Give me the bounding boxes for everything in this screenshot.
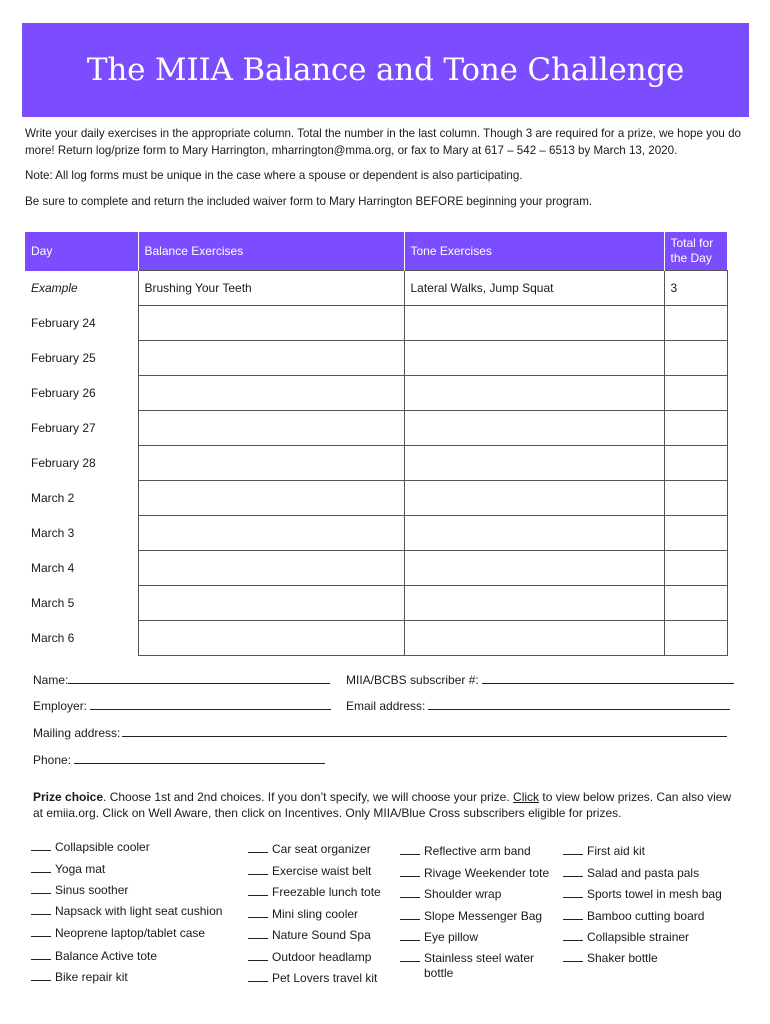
balance-cell[interactable]	[138, 621, 404, 656]
prize-item[interactable]: Collapsible strainer	[563, 930, 689, 945]
mailing-row	[33, 725, 727, 740]
total-cell[interactable]	[664, 411, 727, 446]
phone-row	[33, 752, 325, 767]
balance-cell[interactable]	[138, 586, 404, 621]
page-title: The MIIA Balance and Tone Challenge	[86, 52, 685, 88]
row-day: February 28	[31, 456, 96, 470]
table-row	[25, 306, 727, 341]
example-row	[25, 271, 727, 306]
prize-item[interactable]: Balance Active tote	[31, 949, 157, 964]
exercise-log-table	[25, 232, 728, 656]
employer-field[interactable]	[90, 698, 331, 710]
row-day: March 6	[31, 631, 75, 645]
balance-cell[interactable]	[138, 411, 404, 446]
row-day: March 4	[31, 561, 75, 575]
prize-item[interactable]: Bamboo cutting board	[563, 909, 704, 924]
balance-cell[interactable]	[138, 516, 404, 551]
example-balance: Brushing Your Teeth	[138, 271, 404, 306]
name-label: Name:	[33, 673, 69, 687]
table-row	[25, 481, 727, 516]
tone-cell[interactable]	[404, 306, 664, 341]
note-paragraph: Note: All log forms must be unique in the case where a spouse or dependent is also participating.	[25, 169, 523, 182]
row-day: March 5	[31, 596, 75, 610]
employer-row	[33, 698, 331, 713]
employer-label: Employer:	[33, 699, 88, 713]
email-label: Email address:	[346, 699, 426, 713]
total-cell[interactable]	[664, 341, 727, 376]
table-row	[25, 446, 727, 481]
tone-cell[interactable]	[404, 586, 664, 621]
tone-cell[interactable]	[404, 411, 664, 446]
prize-item[interactable]: Yoga mat	[31, 862, 105, 877]
prize-item[interactable]: Nature Sound Spa	[248, 928, 371, 943]
prize-text-1: . Choose 1st and 2nd choices. If you don’t specify, we will choose your prize.	[103, 790, 514, 804]
table-row	[25, 411, 727, 446]
balance-cell[interactable]	[138, 481, 404, 516]
table-row	[25, 516, 727, 551]
prize-instructions	[33, 789, 733, 821]
row-day: March 3	[31, 526, 75, 540]
instructions	[25, 126, 750, 219]
prize-text-2: to view below prizes. Can also view at emiia.org. Click on Well Aware, then click on Incentives. Only MIIA/Blue Cross subscribers eligible for prizes.	[33, 790, 732, 820]
balance-cell[interactable]	[138, 376, 404, 411]
prize-item[interactable]: Napsack with light seat cushion	[31, 904, 222, 919]
prize-item[interactable]: Stainless steel water	[400, 951, 534, 966]
prize-item[interactable]: Collapsible cooler	[31, 840, 150, 855]
mailing-label: Mailing address:	[33, 726, 121, 740]
phone-label: Phone:	[33, 753, 72, 767]
example-tone: Lateral Walks, Jump Squat	[404, 271, 664, 306]
header-total: Total for the Day	[664, 232, 727, 271]
table-row	[25, 621, 727, 656]
balance-cell[interactable]	[138, 306, 404, 341]
total-cell[interactable]	[664, 446, 727, 481]
row-day: February 26	[31, 386, 96, 400]
example-day: Example	[31, 281, 78, 295]
prize-item[interactable]: Slope Messenger Bag	[400, 909, 542, 924]
row-day: March 2	[31, 491, 75, 505]
subscriber-row	[346, 672, 734, 687]
prize-item[interactable]: First aid kit	[563, 844, 645, 859]
prize-item[interactable]: Sports towel in mesh bag	[563, 887, 722, 902]
row-day: February 24	[31, 316, 96, 330]
phone-field[interactable]	[74, 752, 325, 764]
tone-cell[interactable]	[404, 551, 664, 586]
title-banner	[22, 23, 749, 117]
click-link[interactable]: Click	[513, 790, 540, 804]
tone-cell[interactable]	[404, 621, 664, 656]
tone-cell[interactable]	[404, 341, 664, 376]
subscriber-field[interactable]	[482, 672, 734, 684]
table-row	[25, 551, 727, 586]
tone-cell[interactable]	[404, 481, 664, 516]
table-row	[25, 376, 727, 411]
prize-item[interactable]: Shoulder wrap	[400, 887, 501, 902]
prize-item[interactable]: Reflective arm band	[400, 844, 531, 859]
name-row	[33, 672, 330, 687]
prize-item[interactable]: Freezable lunch tote	[248, 885, 381, 900]
balance-cell[interactable]	[138, 446, 404, 481]
waiver-paragraph: Be sure to complete and return the included waiver form to Mary Harrington BEFORE beginning your program.	[25, 194, 593, 208]
name-field[interactable]	[68, 672, 330, 684]
tone-cell[interactable]	[404, 516, 664, 551]
email-row	[346, 698, 730, 713]
balance-cell[interactable]	[138, 551, 404, 586]
prize-item[interactable]: Mini sling cooler	[248, 907, 358, 922]
tone-cell[interactable]	[404, 446, 664, 481]
prize-item[interactable]: Rivage Weekender tote	[400, 866, 549, 881]
prize-item[interactable]: Exercise waist belt	[248, 864, 371, 879]
email-field[interactable]	[428, 698, 730, 710]
total-cell[interactable]	[664, 376, 727, 411]
header-tone: Tone Exercises	[404, 232, 664, 271]
total-cell[interactable]	[664, 621, 727, 656]
prize-item[interactable]: Car seat organizer	[248, 842, 371, 857]
total-cell[interactable]	[664, 516, 727, 551]
balance-cell[interactable]	[138, 341, 404, 376]
total-cell[interactable]	[664, 481, 727, 516]
total-cell[interactable]	[664, 306, 727, 341]
mailing-address-field[interactable]	[122, 725, 727, 737]
prize-item[interactable]: Bike repair kit	[31, 970, 128, 985]
instructions-paragraph: Write your daily exercises in the appropriate column. Total the number in the last column. Though 3 are required for a prize, we hope you do more! Return log/prize form to Mary Harrington, mharrington@mma.org, or fax to Mary at 617 – 542 – 6513 by March 13, 2020.	[25, 127, 741, 157]
tone-cell[interactable]	[404, 376, 664, 411]
total-cell[interactable]	[664, 551, 727, 586]
prize-item[interactable]: Eye pillow	[400, 930, 478, 945]
row-day: February 27	[31, 421, 96, 435]
header-day: Day	[25, 232, 138, 271]
prize-item[interactable]: Neoprene laptop/tablet case	[31, 926, 205, 941]
row-day: February 25	[31, 351, 96, 365]
prize-item[interactable]: Shaker bottle	[563, 951, 658, 966]
prize-item[interactable]: Salad and pasta pals	[563, 866, 699, 881]
prize-item[interactable]: Outdoor headlamp	[248, 950, 371, 965]
prize-item-continued: bottle	[424, 966, 454, 980]
total-cell[interactable]	[664, 586, 727, 621]
prize-item[interactable]: Sinus soother	[31, 883, 128, 898]
prize-item[interactable]: Pet Lovers travel kit	[248, 971, 377, 986]
table-header-row	[25, 232, 727, 271]
example-total: 3	[664, 271, 727, 306]
subscriber-label: MIIA/BCBS subscriber #:	[346, 673, 479, 687]
table-row	[25, 586, 727, 621]
table-row	[25, 341, 727, 376]
header-balance: Balance Exercises	[138, 232, 404, 271]
prize-choice-heading: Prize choice	[33, 790, 104, 804]
